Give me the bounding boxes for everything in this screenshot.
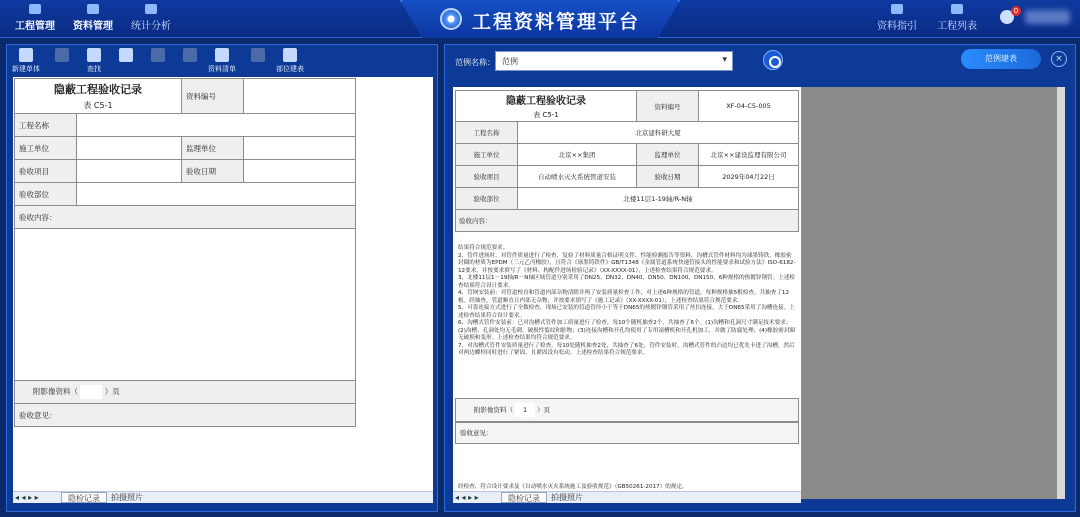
right-sheet-tabs [453,491,801,503]
template-select-value: 范例 [502,57,518,66]
left-inspection-form [14,78,356,427]
content-label: 验收内容： [15,206,356,229]
app-logo-icon [440,8,462,30]
doc-no-label: 资料编号 [637,91,699,122]
create-by-location-button[interactable]: 部位建表 [275,48,305,74]
clipboard-icon [215,48,229,62]
headset-icon[interactable] [763,50,783,70]
supervision-value: 北京××建设监理有限公司 [699,144,799,166]
form-title-cell [456,91,637,122]
construction-value: 北京××集团 [518,144,637,166]
project-label: 工程名称 [15,114,77,137]
template-canvas-margin [801,87,1063,499]
nav-label: 资料管理 [73,21,113,32]
nav-document-management[interactable] [70,4,116,34]
attachment-pages-value: 1 [515,403,535,417]
nav-project-list[interactable] [934,4,980,34]
left-toolbar [7,45,437,77]
form-title-cell [15,79,182,114]
doc-no-label: 资料编号 [182,79,244,114]
construction-label: 施工单位 [15,137,77,160]
construction-label: 施工单位 [456,144,518,166]
template-name-label: 范例名称： [455,58,495,67]
document-icon [87,4,99,14]
grid-icon [283,48,297,62]
supervision-label: 监理单位 [637,144,699,166]
search-icon [87,48,101,62]
content-label: 验收内容： [456,210,799,232]
content-paragraph: 3、北楼11层1－19轴/R－N轴区域管道分别采用了DN25、DN32、DN40、DN50、DN100、DN150、6种规格的热镀锌钢管。上述检查结果符合设计要求。 [458,275,796,289]
left-sheet-tabs [13,491,433,503]
tab-inspection-record[interactable]: 隐检记录 [501,492,547,503]
part-value: 北楼11层1-19轴/R-N轴 [518,188,799,210]
content-paragraph: 6、沟槽式管件安装前：已对沟槽式管件加工质量进行了检查，每10个随机抽查2个，共抽查了6个。(1)沟槽和孔洞尺寸满足技术要求；(2)沟槽、孔洞处均无毛刺、破损性裂纹和脏物；(3)连接沟槽和开孔均使用了专用滚槽机和开孔机加工，并做了防腐处理；(4)橡胶密封圈无破损和变形。上述检查结果均符合规范要求。 [458,320,796,341]
form-subtitle: 表 C5-1 [83,101,113,110]
document-list-button[interactable]: 资料清单 [207,48,237,74]
item-field[interactable] [77,160,182,183]
sheet-nav-arrows-icon[interactable]: ◂ ◂ ▸ ▸ [455,493,479,502]
form-title: 隐蔽工程验收记录 [506,96,586,107]
content-paragraph: 5、可靠连接方式进行了全数检查，现场已安装的管道管径小于等于DN65的热镀锌钢管采用了丝扣连接，大于DN65采用了沟槽连接。上述检查结果符合设计要求。 [458,305,795,319]
part-label: 验收部位 [456,188,518,210]
tab-photos[interactable]: 拍摄照片 [111,493,143,502]
toolbar-button-6[interactable] [175,48,205,64]
opinion-label: 验收意见： [15,404,356,427]
send-icon [251,48,265,62]
template-scrollbar[interactable] [1057,87,1065,499]
nav-label: 工程管理 [15,21,55,32]
chevron-down-icon: ▾ [722,55,727,65]
item-value: 自动喷水灭火系统管道安装 [518,166,637,188]
nav-project-management[interactable] [12,4,58,34]
content-field[interactable] [15,229,356,381]
part-field[interactable] [77,183,356,206]
find-button[interactable]: 查找 [79,48,109,74]
template-select[interactable] [495,51,733,71]
tab-photos[interactable]: 拍摄照片 [551,493,583,502]
new-unit-button[interactable]: 新建单体 [11,48,41,74]
doc-no-value: XF-04-C5-005 [699,91,799,122]
content-paragraph: 4、管网安装前：对管道校直和管道内部杂物清除并两了安装质量检查工作，对上述6种规格的管道，每种规格抽5根检查，共抽查了12根。经抽查，管道顺直且内部无杂物，并按要求填写了《施工记录》（XX-XXXX-01），上述检查结果符合规范要求。 [458,290,790,304]
sheet-nav-arrows-icon[interactable]: ◂ ◂ ▸ ▸ [15,493,39,502]
attachment-row: 附影像资料（ ）页 [15,381,356,404]
part-label: 验收部位 [15,183,77,206]
print-button[interactable] [111,48,141,64]
print-icon [119,48,133,62]
date-label: 验收日期 [637,166,699,188]
user-name[interactable] [1025,10,1070,24]
project-field[interactable] [77,114,356,137]
attachment-row: 附影像资料（ 1 ）页 [455,398,799,422]
home-button[interactable] [47,48,77,64]
opinion-text: 经检查，符合设计要求及《自动喷水灭火系统施工及验收规范》（GB50261-2017）的规定。 [458,484,688,490]
template-inspection-form [455,90,799,232]
chart-icon [145,4,157,14]
form-subtitle: 表 C5-1 [533,111,559,119]
home-icon [55,48,69,62]
toolbar-button-5[interactable] [143,48,173,64]
file-icon [183,48,197,62]
content-paragraph: 2、管件进场时，对管件质量进行了检查，复验了材料质量合格证明文件、性能检测报告等资料，沟槽式管件材料均为球墨铸铁，橡胶密封圈的材质为EPDM（三元乙丙橡胶），且符合《球墨铸铁件》GB/T1348《金属管道系统快速管接头的性能要求和试验方法》ISO-6182-12要求，并按要求填写了《材料、构配件进场检验记录》（XX-XXXX-01），上述检查结果符合规范要求。 [458,252,796,274]
project-label: 工程名称 [456,122,518,144]
create-from-template-button[interactable]: 范例建表 [961,49,1041,69]
tab-inspection-record[interactable]: 隐检记录 [61,492,107,503]
supervision-field[interactable] [244,137,356,160]
notification-badge: 0 [1011,6,1021,16]
template-content-body [455,245,800,358]
content-paragraph: 结果符合规范要求。 [458,245,509,251]
construction-field[interactable] [77,137,182,160]
layers-icon [29,4,41,14]
list-icon [951,4,963,14]
nav-document-guide[interactable] [874,4,920,34]
add-file-icon [19,48,33,62]
item-label: 验收项目 [456,166,518,188]
doc-no-field[interactable] [244,79,356,114]
nav-label: 资料指引 [877,21,917,32]
nav-label: 统计分析 [131,21,171,32]
file-icon [151,48,165,62]
opinion-label: 验收意见： [455,422,799,444]
app-title: 工程资料管理平台 [472,11,641,33]
nav-statistics[interactable] [128,4,174,34]
content-paragraph: 7、对沟槽式管件安装质量进行了检查。每10处随机抽查2处，共抽查了6处，管件安装时，沟槽式管件的凸边均已优先卡进了沟槽，然后对两边螺栓同时进行了紧固，且紧固没有松动。上述检查结果符合规范要求。 [458,342,795,356]
date-value: 2029年04月22日 [699,166,799,188]
date-field[interactable] [244,160,356,183]
send-button[interactable] [243,48,273,64]
form-title: 隐蔽工程验收记录 [54,83,142,96]
item-label: 验收项目 [15,160,77,183]
close-icon[interactable]: × [1051,51,1067,67]
project-value: 北京建科研大厦 [518,122,799,144]
supervision-label: 监理单位 [182,137,244,160]
attachment-pages-input[interactable] [80,385,102,399]
nav-label: 工程列表 [937,21,977,32]
lightbulb-icon [891,4,903,14]
date-label: 验收日期 [182,160,244,183]
